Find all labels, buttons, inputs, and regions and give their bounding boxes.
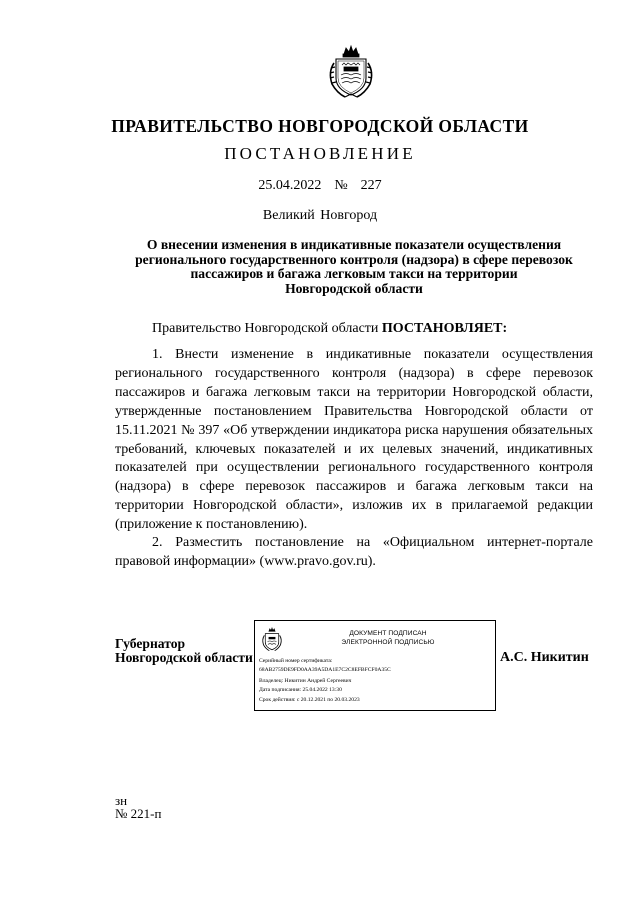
executor-initials: зн [115, 793, 128, 808]
signatory-name: А.С. Никитин [500, 650, 589, 665]
signatory-position [115, 637, 253, 664]
city: Великий Новгород [262, 208, 378, 223]
certificate-validity: Срок действия: с 20.12.2021 по 20.03.2023 [259, 697, 360, 703]
paragraph-2 [115, 534, 593, 572]
certificate-serial: 68AB2759DE9FD0AA39A5DA1E7C2C8EFBFCF0A35C [259, 667, 391, 673]
certificate-owner: Владелец: Никитин Андрей Сергеевич [259, 678, 352, 684]
electronic-signature-stamp [254, 620, 496, 711]
coat-of-arms-icon [261, 626, 283, 652]
paragraph-2-text: 2. Разместить постановление на «Официальном интернет-портале правовой информации» (www.pravo.gov.ru). [115, 535, 593, 569]
paragraph-1 [115, 346, 593, 535]
signing-date: Дата подписания: 25.04.2022 13:30 [259, 687, 342, 693]
coat-of-arms-icon [327, 42, 375, 100]
government-title: ПРАВИТЕЛЬСТВО НОВГОРОДСКОЙ ОБЛАСТИ [111, 116, 529, 136]
document-type: ПОСТАНОВЛЕНИЕ [224, 144, 416, 163]
subject-line: регионального государственного контроля (надзора) в сфере перевозок [135, 251, 573, 267]
stamp-heading-line: ЭЛЕКТРОННОЙ ПОДПИСЬЮ [341, 639, 435, 646]
stamp-heading-line: ДОКУМЕНТ ПОДПИСАН [349, 630, 427, 637]
decree-number: 227 [360, 178, 382, 193]
resolve-prefix: Правительство Новгородской области [152, 321, 382, 336]
subject-line: Новгородской области [285, 280, 423, 296]
certificate-serial-label: Серийный номер сертификата: [259, 658, 333, 664]
registration-number: № 221-п [115, 805, 162, 821]
subject-line: пассажиров и багажа легковым такси на территории [190, 266, 518, 282]
stamp-heading [285, 629, 491, 647]
position-line: Новгородской области [115, 649, 253, 665]
number-sign: № [334, 178, 348, 193]
registration-footnote [115, 795, 161, 820]
subject-line: О внесении изменения в индикативные показатели осуществления [146, 237, 562, 252]
resolve-keyword: ПОСТАНОВЛЯЕТ: [381, 321, 508, 336]
resolution-line [152, 321, 507, 337]
date-number-line [0, 178, 640, 194]
decree-date: 25.04.2022 [258, 178, 322, 193]
position-line: Губернатор [115, 636, 186, 651]
decree-subject [115, 238, 593, 296]
paragraph-1-text: 1. Внести изменение в индикативные показатели осуществления регионального государственного контроля (надзора) в сфере перевозок пассажиров и багажа легковым такси на территории Новгородской области, утвержденные постановлением Правительства Новгородской области от 15.11.2021 № 397 «Об утверждении индикатора риска нарушения обязательных требований, ключевых показателей и их целевых значений, индикативных показателей при осуществлении регионального государственного контроля (надзора) в сфере перевозок пассажиров и багажа легковым такси на территории Новгородской области», изложив их в прилагаемой редакции (приложение к постановлению). [115, 347, 593, 533]
